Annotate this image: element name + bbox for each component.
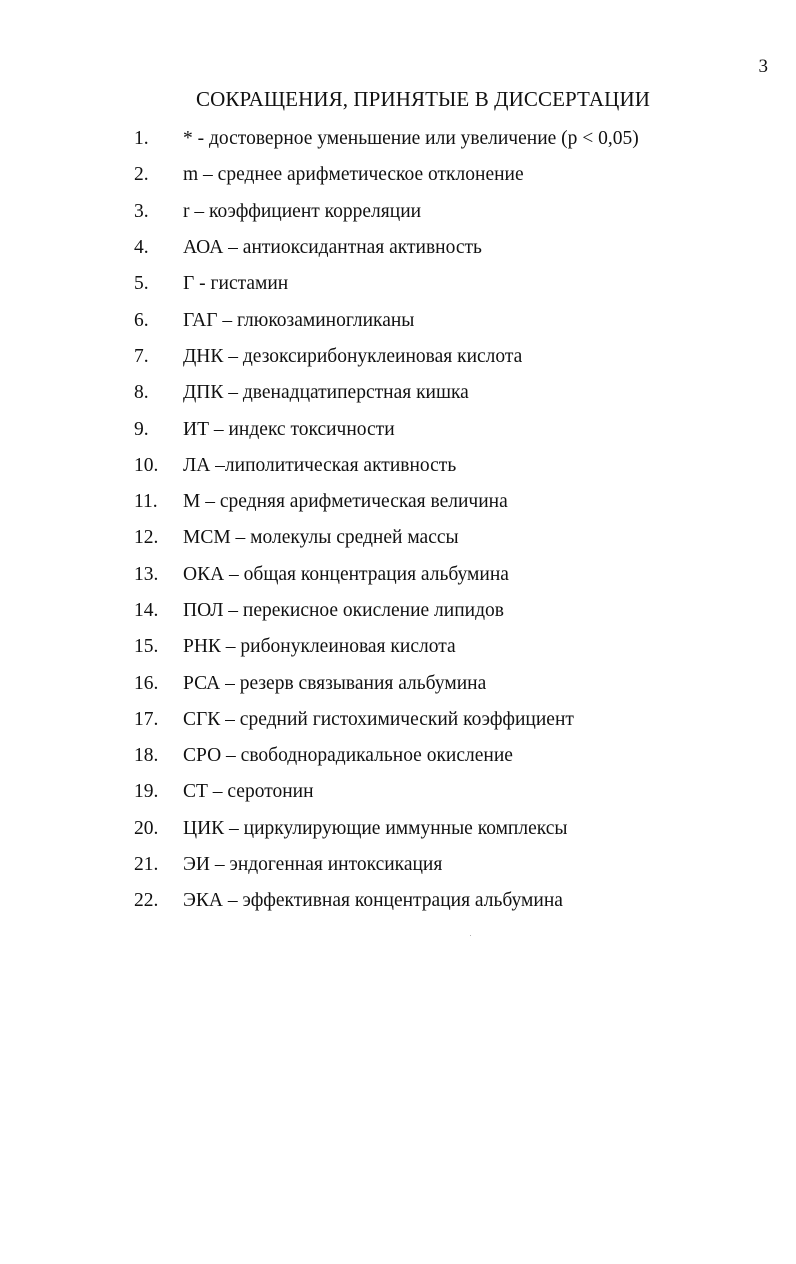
list-item <box>134 230 639 266</box>
list-item-number: 1. <box>134 128 149 150</box>
list-item-text: РСА – резерв связывания альбумина <box>183 672 487 694</box>
list-item-text: ДНК – дезоксирибонуклеиновая кислота <box>183 345 523 367</box>
list-item <box>134 811 639 847</box>
list-item <box>134 738 639 774</box>
list-item-number: 18. <box>134 745 159 767</box>
list-item <box>134 593 639 629</box>
list-item-number: 3. <box>134 200 149 222</box>
list-item-text: МСМ – молекулы средней массы <box>183 527 459 549</box>
list-item-number: 21. <box>134 854 159 876</box>
list-item-text: ДПК – двенадцатиперстная кишка <box>183 382 469 404</box>
list-item-number: 19. <box>134 781 159 803</box>
list-item-number: 15. <box>134 636 159 658</box>
list-item-number: 22. <box>134 890 159 912</box>
list-item-text: * - достоверное уменьшение или увеличение (р < 0,05) <box>183 128 639 150</box>
list-item-number: 14. <box>134 600 159 621</box>
list-item <box>134 157 639 193</box>
list-item-text: ПОЛ – перекисное окисление липидов <box>183 600 504 621</box>
list-item <box>134 448 639 484</box>
list-item-number: 5. <box>134 273 149 295</box>
list-item <box>134 557 639 593</box>
list-item-text: r – коэффициент корреляции <box>183 200 422 222</box>
page-number: 3 <box>758 56 768 77</box>
list-item <box>134 484 639 520</box>
list-item-text: ЭИ – эндогенная интоксикация <box>183 854 443 876</box>
list-item <box>134 847 639 883</box>
list-item-text: СТ – серотонин <box>183 781 314 803</box>
list-item <box>134 194 639 230</box>
page-title: СОКРАЩЕНИЯ, ПРИНЯТЫЕ В ДИССЕРТАЦИИ <box>196 87 650 111</box>
list-item-text: ИТ – индекс токсичности <box>183 418 395 440</box>
list-item-text: Г - гистамин <box>183 273 289 295</box>
list-item-number: 8. <box>134 382 149 404</box>
list-item-text: ЛА –липолитическая активность <box>183 454 457 476</box>
scan-speck <box>470 935 471 936</box>
list-item-number: 2. <box>134 164 149 186</box>
list-item-number: 11. <box>134 491 158 513</box>
list-item-number: 10. <box>134 454 159 476</box>
list-item <box>134 302 639 338</box>
list-item-text: m – среднее арифметическое отклонение <box>183 164 524 186</box>
list-item-text: ОКА – общая концентрация альбумина <box>183 563 509 585</box>
abbreviation-list <box>134 121 639 920</box>
list-item-text: СГК – средний гистохимический коэффициент <box>183 708 574 730</box>
list-item <box>134 411 639 447</box>
list-item <box>134 774 639 810</box>
list-item-text: ЦИК – циркулирующие иммунные комплексы <box>183 817 568 839</box>
list-item <box>134 629 639 665</box>
list-item <box>134 883 639 919</box>
list-item-number: 16. <box>134 672 159 694</box>
list-item-number: 13. <box>134 563 159 585</box>
list-item-text: М – средняя арифметическая величина <box>183 491 508 513</box>
list-item-number: 7. <box>134 345 149 367</box>
list-item-text: ЭКА – эффективная концентрация альбумина <box>183 890 563 912</box>
list-item <box>134 702 639 738</box>
list-item-text: ГАГ – глюкозаминогликаны <box>183 309 415 331</box>
list-item-number: 9. <box>134 418 149 440</box>
list-item <box>134 375 639 411</box>
list-item <box>134 121 639 157</box>
list-item-text: СРО – свободнорадикальное окисление <box>183 745 513 767</box>
list-item <box>134 266 639 302</box>
list-item-number: 20. <box>134 817 159 839</box>
list-item-text: АОА – антиоксидантная активность <box>183 237 482 259</box>
list-item-number: 12. <box>134 527 159 549</box>
list-item-text: РНК – рибонуклеиновая кислота <box>183 636 456 658</box>
list-item <box>134 339 639 375</box>
list-item-number: 4. <box>134 237 149 259</box>
list-item <box>134 520 639 556</box>
list-item <box>134 665 639 701</box>
list-item-number: 6. <box>134 309 149 331</box>
list-item-number: 17. <box>134 708 159 730</box>
